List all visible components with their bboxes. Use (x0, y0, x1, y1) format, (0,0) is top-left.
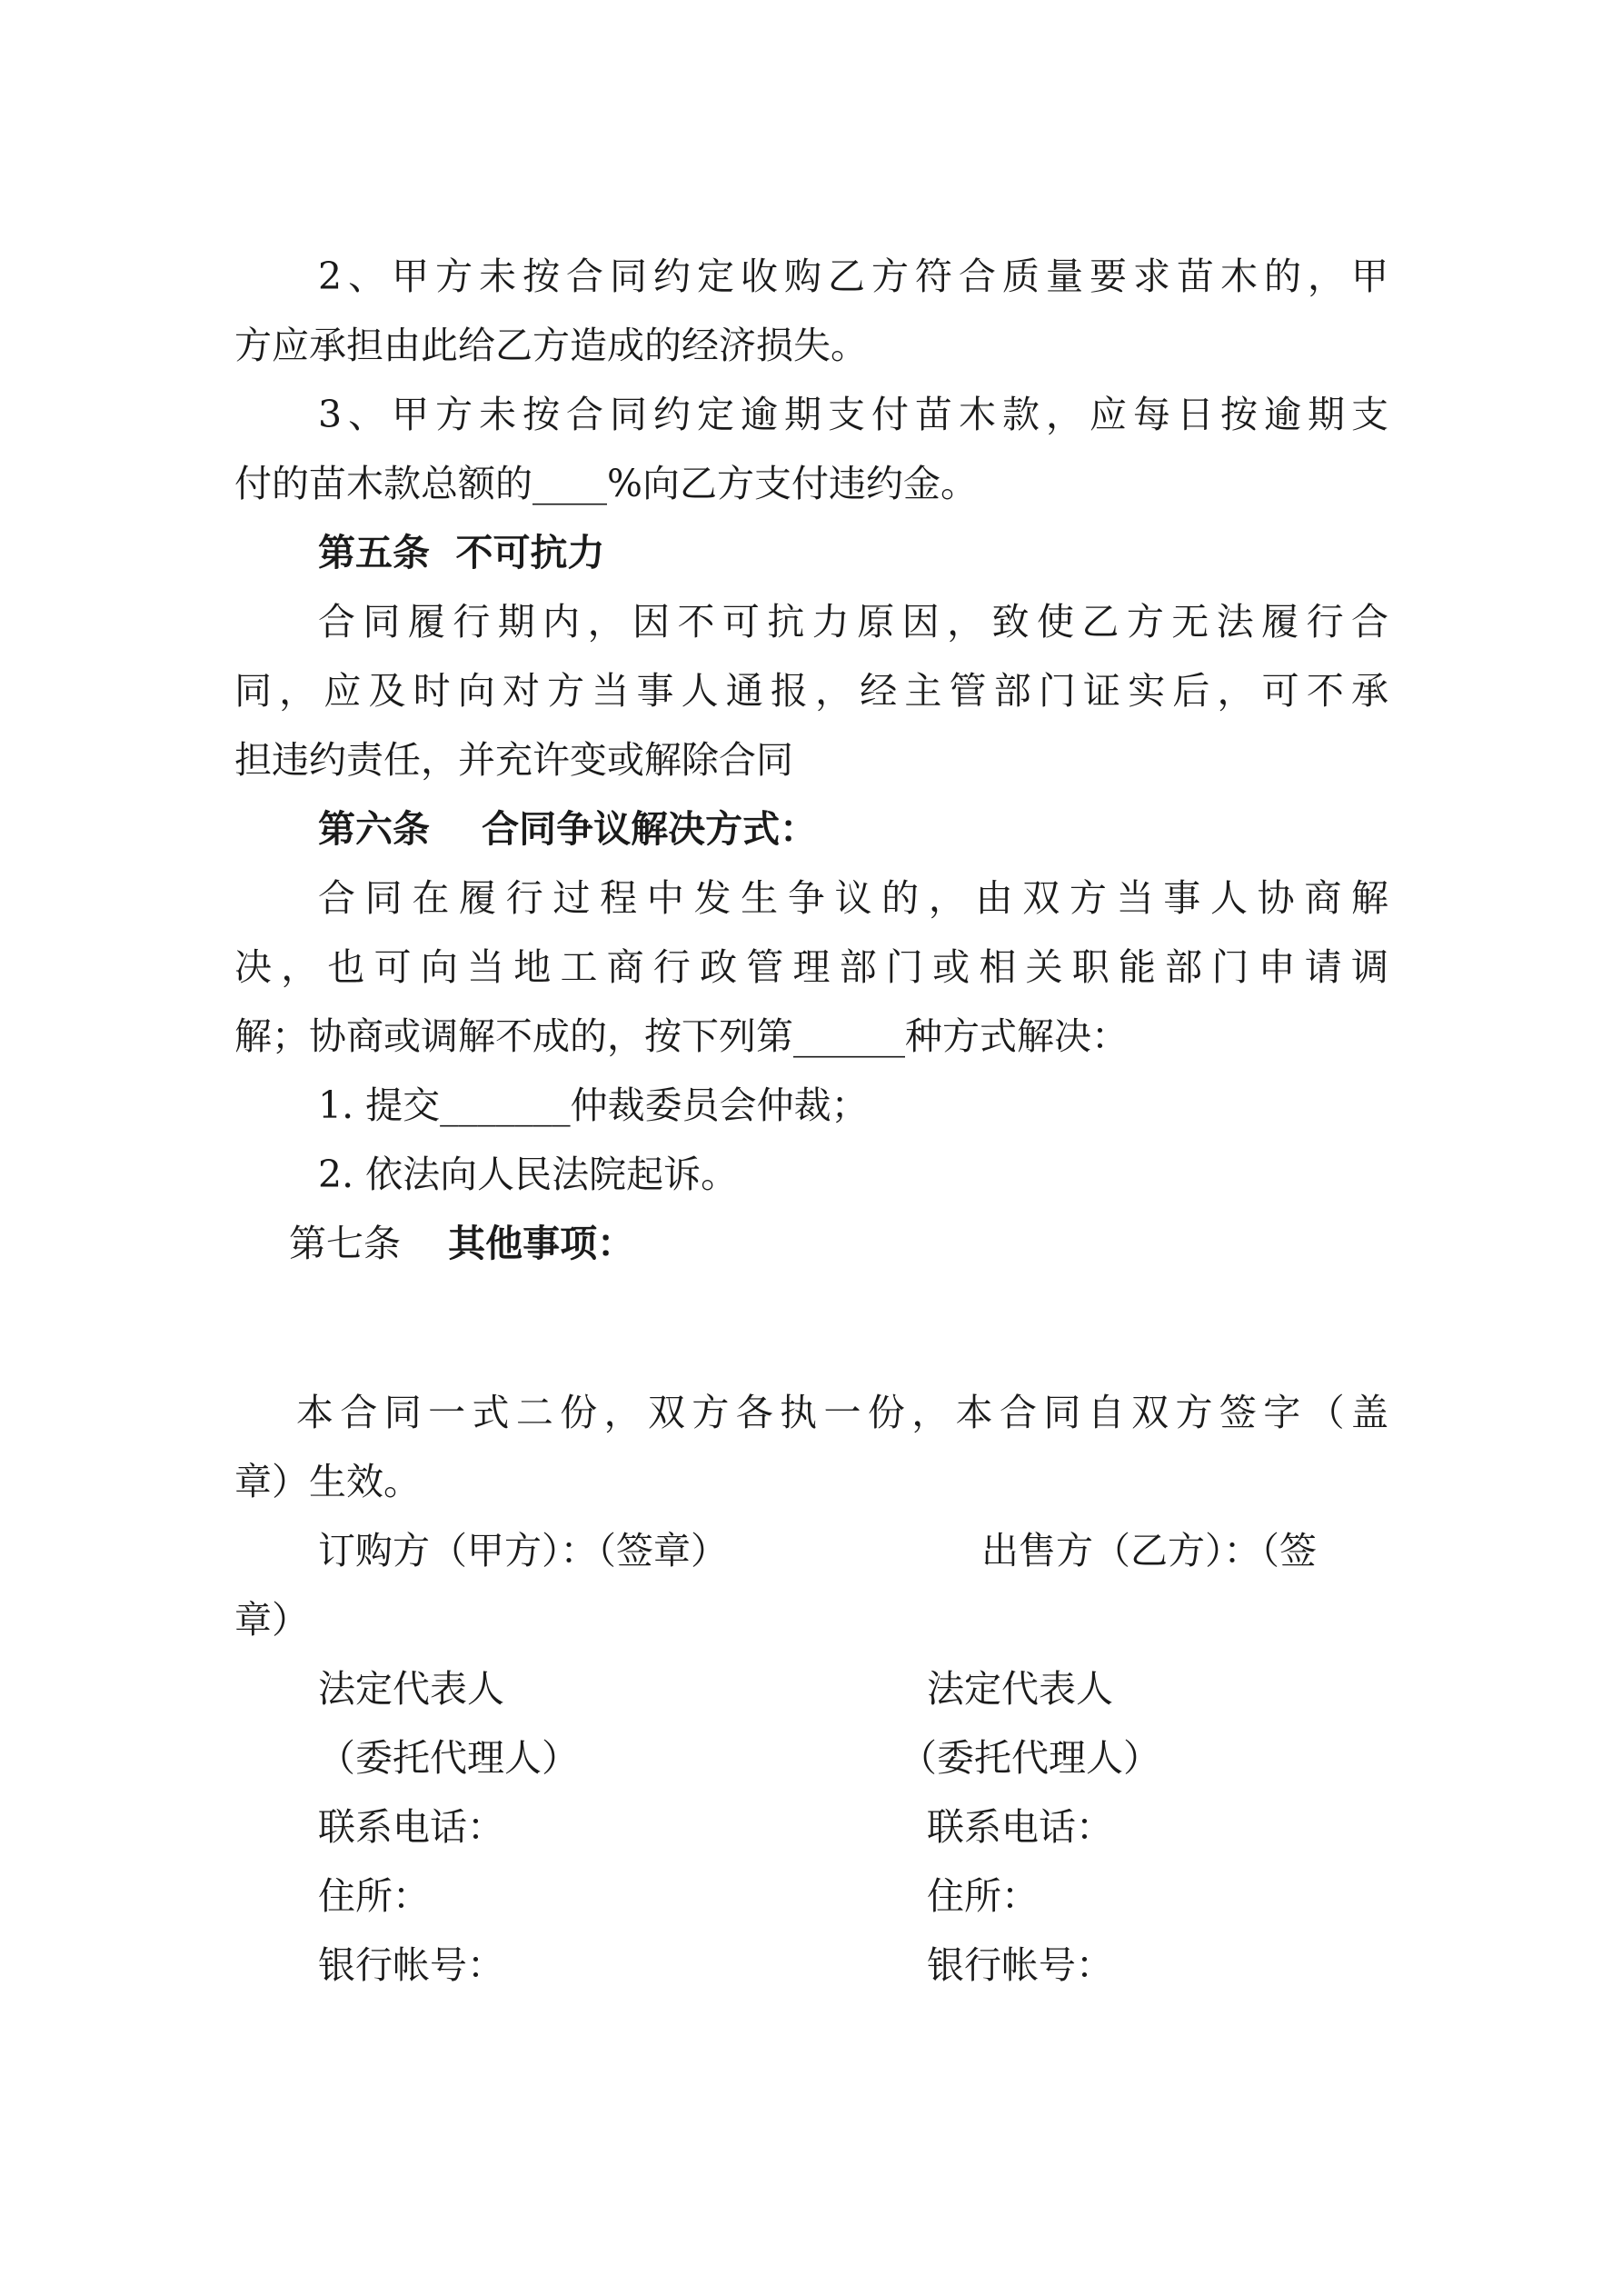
article6-heading: 第六条 合同争议解决方式： (318, 807, 818, 851)
closing-line2: 章）生效。 (234, 1460, 421, 1503)
article6-line1: 合同在履行过程中发生争议的，由双方当事人协商解 (318, 876, 1388, 920)
seller-label: 出售方（乙方）：（签 (981, 1529, 1317, 1572)
article6-line3: 解；协商或调解不成的，按下列第______种方式解决： (234, 1014, 1129, 1058)
item2-line1: 2、甲方未按合同约定收购乙方符合质量要求苗木的，甲 (318, 255, 1388, 298)
seller-label-cont: 章） (234, 1598, 309, 1642)
right-address: 住所： (927, 1874, 1039, 1918)
article5-line3: 担违约责任，并充许变或解除合同 (234, 738, 793, 782)
item3-line2: 付的苗木款总额的____%向乙方支付违约金。 (234, 462, 978, 505)
article7-heading-bold: 其他事项： (448, 1222, 635, 1265)
article7-heading-prefix: 第七条 (289, 1222, 401, 1265)
closing-line1: 本合同一式二份，双方各执一份，本合同自双方签字（盖 (296, 1391, 1388, 1434)
left-bank-account: 银行帐号： (318, 1943, 504, 1987)
right-bank-account: 银行帐号： (927, 1943, 1113, 1987)
article6-option2: 2. 依法向人民法院起诉。 (318, 1153, 739, 1196)
left-representative: 法定代表人 (318, 1667, 504, 1711)
item3-line1: 3、甲方未按合同约定逾期支付苗木款，应每日按逾期支 (318, 393, 1388, 436)
buyer-label: 订购方（甲方）：（签章） (318, 1529, 728, 1572)
left-phone: 联系电话： (318, 1805, 504, 1849)
item2-line2: 方应承担由此给乙方造成的经济损失。 (234, 324, 868, 367)
article5-line1: 合同履行期内，因不可抗力原因，致使乙方无法履行合 (318, 600, 1388, 644)
article5-line2: 同，应及时向对方当事人通报，经主管部门证实后，可不承 (234, 669, 1388, 713)
right-agent: （委托代理人） (900, 1736, 1160, 1780)
left-address: 住所： (318, 1874, 430, 1918)
right-phone: 联系电话： (927, 1805, 1113, 1849)
article7-heading (289, 1220, 634, 1267)
article6-option1: 1. 提交_______仲裁委员会仲裁； (318, 1083, 869, 1127)
article5-heading: 第五条 不可抗力 (318, 531, 605, 574)
article6-line2: 决，也可向当地工商行政管理部门或相关职能部门申请调 (234, 945, 1388, 989)
left-agent: （委托代理人） (318, 1736, 579, 1780)
right-representative: 法定代表人 (927, 1667, 1113, 1711)
